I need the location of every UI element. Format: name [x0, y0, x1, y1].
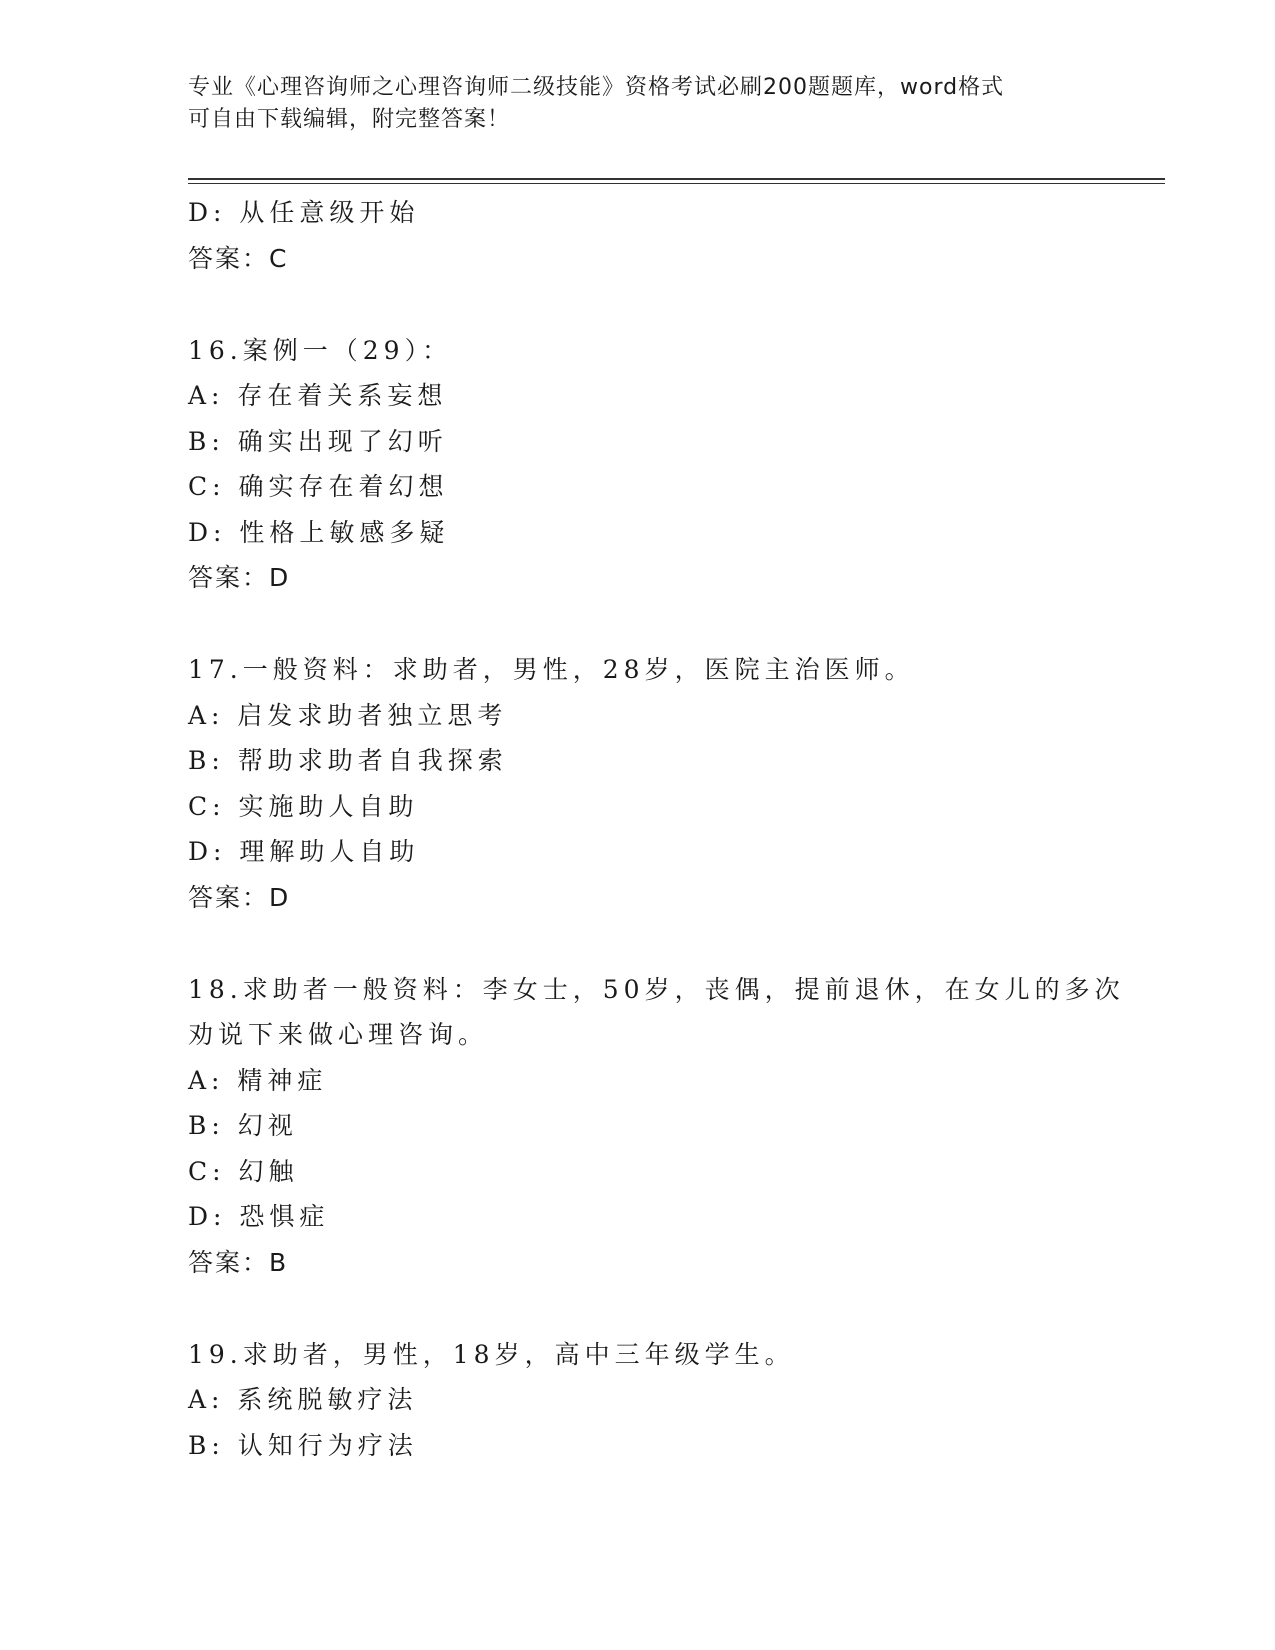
question-18-option-c: C: 幻触	[188, 1156, 299, 1186]
question-18-option-d: D: 恐惧症	[188, 1202, 330, 1231]
question-17-stem: 17.一般资料：求助者，男性，28岁，医院主治医师。	[188, 655, 915, 684]
document-header	[188, 72, 1088, 136]
question-16-option-a: A: 存在着关系妄想	[188, 381, 448, 410]
question-16-answer: 答案：D	[188, 563, 291, 592]
question-18-option-b: B: 幻视	[188, 1111, 298, 1140]
question-16-option-d: D: 性格上敏感多疑	[188, 517, 450, 547]
header-line-2: 可自由下载编辑，附完整答案！	[188, 107, 511, 132]
question-17-option-c: C: 实施助人自助	[188, 791, 419, 821]
prev-answer: 答案：C	[188, 243, 289, 273]
question-19-option-a: A: 系统脱敏疗法	[188, 1385, 418, 1414]
question-16-stem: 16.案例一（29）：	[188, 335, 453, 365]
prev-option-d: D: 从任意级开始	[188, 198, 420, 227]
spacer	[188, 921, 1148, 967]
question-18-stem-line-1: 18.求助者一般资料：李女士，50岁，丧偶，提前退休，在女儿的多次	[188, 974, 1125, 1004]
spacer	[188, 1286, 1148, 1332]
question-19-stem: 19.求助者，男性，18岁，高中三年级学生。	[188, 1339, 795, 1369]
question-17-option-d: D: 理解助人自助	[188, 837, 420, 866]
question-18-stem-line-2: 劝说下来做心理咨询。	[188, 1020, 489, 1049]
header-rule-thin	[188, 183, 1165, 184]
spacer	[188, 282, 1148, 328]
header-line-1: 专业《心理咨询师之心理咨询师二级技能》资格考试必刷200题题库，word格式	[188, 75, 1005, 100]
question-16-option-b: B: 确实出现了幻听	[188, 426, 448, 456]
question-17-option-b: B: 帮助求助者自我探索	[188, 746, 508, 775]
question-list	[188, 190, 1148, 1468]
question-19-option-b: B: 认知行为疗法	[188, 1430, 418, 1460]
question-17-option-a: A: 启发求助者独立思考	[188, 700, 508, 730]
question-18-option-a: A: 精神症	[188, 1065, 328, 1095]
question-17-answer: 答案：D	[188, 882, 291, 912]
spacer	[188, 601, 1148, 647]
header-rule-thick	[188, 178, 1165, 180]
question-18-answer: 答案：B	[188, 1247, 289, 1277]
question-16-option-c: C: 确实存在着幻想	[188, 472, 449, 501]
